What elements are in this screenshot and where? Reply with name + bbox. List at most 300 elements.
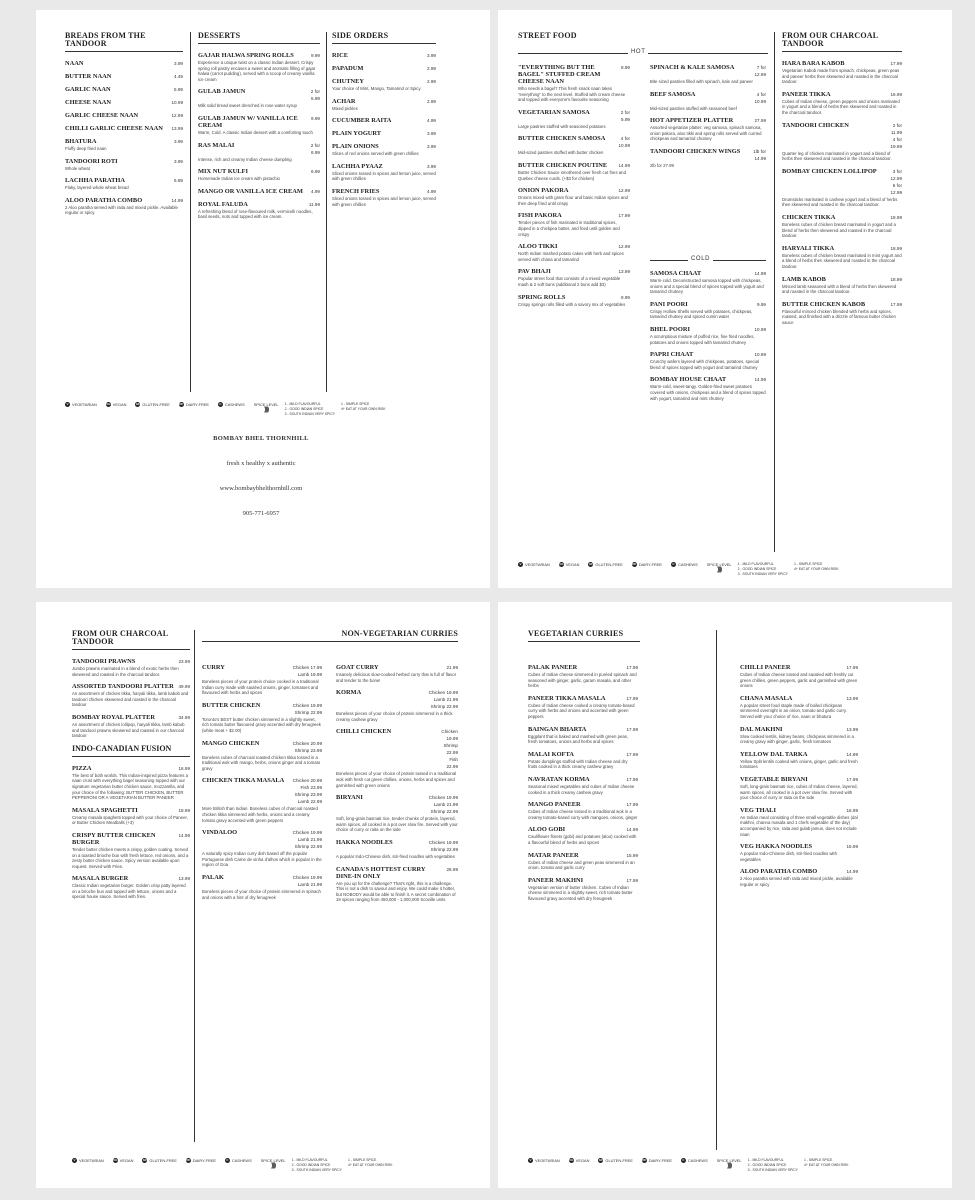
menu-item-description: Cubes of Indian cheese, green peppers and onions marinated in yogurt and a blend of herbs then skewered and roasted in the charcoal tandoor.: [782, 98, 900, 115]
menu-item-price: 17.99: [846, 776, 858, 782]
spice-level-entry: 1 - MILD FLAVOURFUL: [747, 1158, 784, 1162]
menu-item-name: BIRYANI: [336, 794, 363, 802]
menu-item-price: 21.99: [446, 665, 458, 670]
menu-item-name: CHEESE NAAN: [65, 99, 111, 106]
menu-item-row: [72, 832, 190, 846]
menu-item-name: ALOO GOBI: [528, 826, 566, 834]
menu-item: [198, 142, 320, 163]
menu-item-name: HOT APPETIZER PLATTER: [650, 117, 734, 125]
menu-item-row: [336, 728, 458, 770]
column-divider: [716, 630, 717, 1150]
menu-item-price: 18.99: [890, 214, 902, 220]
menu-item-description: Slow cooked lentils, kidney beans, chickpeas simmered in a creamy gravy with ginger, garlic, fresh tomatoes: [740, 733, 854, 745]
menu-item-row: [650, 376, 766, 383]
menu-item-price: 17.99: [626, 665, 638, 670]
menu-item-row: [332, 117, 436, 124]
menu-item-name: FISH PAKORA: [518, 212, 562, 220]
menu-item-description: Boneless pieces of your protein choice cooked in a traditional Indian curry made with sautéed onions, ginger, tomatoes and flavoured with herbs and spices: [202, 679, 319, 696]
menu-item-name: VEG HAKKA NOODLES: [740, 843, 813, 851]
menu-item-price: 8.99: [621, 65, 630, 70]
menu-item-row: [518, 268, 630, 275]
menu-item-price: 14.99: [178, 832, 190, 838]
menu-item-price: 4.49: [174, 74, 183, 79]
legend-label: DAIRY-FREE: [638, 562, 663, 567]
spice-level-legend: [254, 402, 386, 416]
menu-item-row: [528, 751, 638, 758]
menu-item-description: Vegetarian version of butter chicken. Cubes of Indian cheese simmered in a slightly sweet, rich tomato butter flavoured gravy accented with dry fenugreek: [528, 884, 633, 901]
menu-item: [518, 162, 630, 181]
chilli-icon: )))): [264, 407, 269, 413]
menu-item-row: [332, 130, 436, 137]
menu-item: [650, 91, 766, 112]
menu-item: [198, 52, 320, 82]
menu-item-price: 2 for 11.99 4 for 19.99: [890, 122, 902, 149]
menu-item-description: The best of both worlds. This Indian-inspired pizza features a naan crust with everything bagel seasoning topped with our signature vegetarian butter chicken sauce, mozzarella, and your choice of the following: BUTTER CHICKEN, BUTTER PEPPERONI OR A VEGETARIAN BUTTER PANEER: [72, 772, 188, 801]
menu-item-description: Tender butter chicken meets a crispy, golden coating. Served on a toasted brioche bun with fresh lettuce, red onions, and a zesty butter chicken sauce. Spicy version available upon request. Served with Fries.: [72, 846, 189, 869]
menu-item-price: Chicken 20.99 Shrimp 23.99: [292, 740, 322, 753]
menu-item-row: [650, 148, 766, 162]
menu-item: [782, 168, 902, 208]
street-food-list-1: [518, 64, 630, 307]
menu-item-row: [65, 177, 183, 184]
menu-item-price: 13.99: [846, 695, 858, 701]
menu-item-price: 2.99: [427, 66, 436, 71]
menu-item-name: BOMBAY HOUSE CHAAT: [650, 376, 727, 384]
nonveg-title: NON-VEGETARIAN CURRIES: [202, 630, 458, 642]
nonveg-list-1: [202, 664, 322, 900]
dairy-free-icon: DF: [186, 1158, 191, 1162]
legend-label: CASHEWS: [678, 562, 698, 567]
menu-item: [332, 130, 436, 137]
menu-item: [65, 158, 183, 172]
menu-item-name: NAVRATAN KORMA: [528, 775, 590, 783]
vegetarian-icon: V: [66, 402, 69, 406]
menu-item: [650, 148, 766, 169]
menu-item: [72, 832, 190, 869]
menu-item-row: [528, 664, 638, 671]
menu-item: [65, 86, 183, 93]
menu-item-name: PLAIN ONIONS: [332, 143, 379, 151]
spice-level-entry: 3 - SOUTH INDIAN VERY SPICY: [737, 572, 788, 576]
menu-item-description: Toronto's BEST butter chicken simmered in a slightly sweet, rich tomato butter flavoured gravy accented with dry fenugreek (white meat + $2.00): [202, 716, 321, 733]
spice-level-legend: [261, 1158, 393, 1172]
menu-page-veg-curries: [498, 602, 952, 1188]
menu-item-price: 14.99: [754, 271, 766, 276]
menu-item-name: MANGO PANEER: [528, 801, 581, 809]
fusion-list: [72, 765, 190, 900]
gluten-free-icon: GF: [135, 402, 140, 406]
menu-item-name: BUTTER CHICKEN: [202, 701, 261, 709]
menu-item-row: [72, 683, 190, 690]
menu-item: [65, 99, 183, 106]
menu-item-name: RICE: [332, 52, 348, 59]
menu-item-name: HAKKA NOODLES: [336, 838, 393, 846]
menu-item-row: [332, 52, 436, 59]
menu-item-description: North Indian mashed potato cakes with herb and spices served with chana and tamarind: [518, 251, 624, 262]
menu-item-price: 14.99: [626, 827, 638, 833]
menu-item-price: 13.99: [178, 876, 190, 882]
charcoal-tandoor-column: [782, 32, 902, 331]
menu-item-price: 26.99: [446, 866, 458, 872]
menu-item-row: [65, 86, 183, 93]
menu-item: [518, 135, 630, 156]
menu-item-row: [198, 142, 320, 156]
menu-item-description: Intense, rich and creamy Indian cheese dumpling: [198, 156, 292, 162]
spice-level-entry: 3 - SOUTH INDIAN VERY SPICY: [291, 1168, 342, 1172]
menu-item-row: [202, 740, 322, 754]
menu-item-description: Flaky, layered whole wheat bread: [65, 185, 129, 191]
menu-item-row: [782, 91, 902, 98]
menu-item-price: 10.99: [754, 326, 766, 332]
legend-label: CASHEWS: [688, 1158, 708, 1163]
menu-item-row: [650, 326, 766, 333]
legend-label: CASHEWS: [225, 402, 245, 407]
menu-item-row: [740, 695, 858, 702]
menu-item: [65, 60, 183, 67]
menu-item-description: Flavourful minced chicken blended with herbs and spices, roasted, and finished with a drizzle of famous butter chicken sauce: [782, 308, 896, 325]
menu-item: [528, 726, 638, 745]
menu-item-name: PAV BHAJI: [518, 268, 551, 276]
menu-item: [650, 64, 766, 85]
menu-item-name: HARYALI TIKKA: [782, 244, 835, 252]
menu-item-row: [782, 168, 902, 196]
menu-item-price: 2 for 5.99: [310, 89, 320, 102]
menu-item-price: 3.99: [174, 61, 183, 66]
spice-level-entry: 1 - MILD FLAVOURFUL: [284, 402, 321, 406]
menu-item: [332, 52, 436, 59]
menu-item-description: Crunchy wafers layered with chickpeas, potatoes, special blend of spices topped with yogurt and tamarind chutney: [650, 359, 759, 370]
menu-item-name: ALOO TIKKI: [518, 243, 558, 251]
menu-item-row: [518, 243, 630, 250]
spice-level-entry: 4+ EAT AT YOUR OWN RISK: [347, 1163, 393, 1167]
spice-level-entry: 2 - GOOD INDIAN SPICE: [291, 1163, 331, 1167]
menu-item: [202, 777, 322, 823]
spice-level-list: [341, 402, 386, 411]
cashew-icon: C: [226, 1158, 229, 1162]
menu-item-row: [528, 695, 638, 702]
menu-item: [650, 117, 766, 142]
menu-item-row: [528, 826, 638, 833]
menu-item-name: TANDOORI CHICKEN WINGS: [650, 147, 741, 155]
menu-item-name: PLAIN YOGURT: [332, 130, 382, 138]
menu-item-description: Are you up for the challenge? That's right, this is a challenge. This is not a dish to savour and enjoy. We could make it hotter, but NOBODY would be able to finish it. A secret combination of 19 spices ranging from 450,000 - 1,000,000 Scoville units: [336, 880, 456, 903]
menu-item-name: YELLOW DAL TARKA: [740, 750, 808, 758]
dietary-legend: [72, 1158, 393, 1172]
menu-item-description: Sliced onions tossed in spices and lemon juice, served with green chillies: [332, 195, 436, 207]
spice-level-legend: [707, 562, 839, 576]
dairy-free-icon: DF: [179, 402, 184, 406]
legend-item: [588, 562, 622, 567]
menu-item-price: 6.99: [174, 178, 183, 184]
cashew-icon: C: [672, 562, 675, 566]
legend-item: [65, 402, 97, 407]
menu-item-description: Boneless cubes of chicken breast marinated in yogurt and a blend of herbs then skewered and roasted in the charcoal tandoor.: [782, 221, 896, 239]
menu-item-price: 4.99: [427, 118, 436, 124]
menu-page-breads-desserts-sides: [36, 10, 490, 588]
legend-item: [186, 1158, 216, 1163]
menu-item-description: Experience a unique twist on a classic Indian dessert. Crispy spring roll pastry encases a sweet and aromatic filling of gajar halwa (carrot pudding), served with a scoop of creamy vanilla ice cream: [198, 60, 316, 82]
menu-item: [65, 177, 183, 191]
menu-item: [518, 212, 630, 237]
menu-item-row: [72, 765, 190, 772]
menu-item: [782, 60, 902, 85]
menu-item: [782, 122, 902, 162]
menu-item: [72, 765, 190, 801]
menu-item: [198, 115, 320, 136]
menu-item-description: Warm-cold. Deconstructed samosa topped with chickpeas, onions and a special blend of spices topped with yogurt and tamarind chutney: [650, 278, 764, 295]
menu-item-name: MIX NUT KULFI: [198, 168, 248, 176]
cold-label: COLD: [688, 256, 713, 262]
restaurant-name: BOMBAY BHEL THORNHILL: [213, 435, 309, 442]
dietary-legend: [528, 1158, 849, 1172]
menu-item-name: PANI POORI: [650, 300, 688, 308]
menu-item-description: A popular Indo-Chinese dish, stir-fried noodles with vegetables: [740, 851, 837, 862]
menu-item: [518, 187, 630, 206]
legend-item: [179, 402, 209, 407]
menu-item-name: GULAB JAMUN: [198, 88, 246, 96]
menu-item-description: Warm, Cold. A classic Indian dessert with a comforting touch: [198, 129, 313, 135]
menu-item-row: [65, 99, 183, 106]
menu-item-price: 1lb for 14.99: [753, 148, 766, 161]
menu-item-name: CANADA'S HOTTEST CURRY DINE-IN ONLY: [336, 865, 426, 880]
menu-item: [650, 376, 766, 401]
menu-item: [72, 658, 190, 677]
menu-item-description: Soft, long-grain basmati rice, cubes of Indian cheese, layered, warm spices, all cooked in a pot over slow fire. Served with your choice of curry or raita on the side: [740, 783, 858, 801]
menu-item-name: VINDALOO: [202, 829, 238, 837]
menu-item-row: [528, 776, 638, 783]
charcoal-tandoor-list: [782, 60, 902, 325]
veg-header: [528, 630, 640, 650]
menu-item-price: 2 for 6.99: [310, 142, 320, 155]
menu-item-name: HARA BARA KABOB: [782, 60, 845, 67]
menu-item-description: Cauliflower florets (gobi) and potatoes (aloo) cooked with a flavourful blend of herbs and spices: [528, 834, 637, 845]
menu-item-price: 3.99: [427, 131, 436, 137]
vegan-icon: VG: [113, 1158, 118, 1162]
dairy-free-icon: DF: [642, 1158, 647, 1162]
menu-item-description: Assorted vegetarian platter: veg samosa, spinach samosa, onion pakora, aloo tikki and spring rolls served with curried chickpeas and tamarind chutney: [650, 125, 762, 142]
menu-item-row: [650, 91, 766, 105]
menu-item-row: [740, 776, 858, 783]
gluten-free-icon: GF: [588, 562, 593, 566]
menu-item-description: Boneless pieces of your choice of protein simmered in spinach and onions with a hint of dry fenugreek: [202, 888, 321, 900]
menu-item-price: 14.99: [846, 751, 858, 757]
menu-item-price: 12.99: [618, 188, 630, 194]
menu-item: [198, 201, 320, 220]
menu-item-description: 2lb for 27.99: [650, 162, 674, 168]
menu-item: [332, 117, 436, 124]
menu-item-price: 3.99: [427, 53, 436, 58]
menu-item-description: Cubes of Indian cheese cooked a creamy tomato-based curry with herbs and onions and accented with green peppers: [528, 702, 635, 719]
spice-level-label: [254, 402, 279, 413]
menu-item: [518, 243, 630, 262]
spice-level-list: [748, 1158, 798, 1172]
menu-item-name: ROYAL FALUDA: [198, 200, 248, 208]
spice-level-legend: [717, 1158, 849, 1172]
menu-item-price: 14.99: [618, 162, 630, 168]
menu-item-price: Chicken 20.99 Fish 23.99 Shrimp 23.99 Lamb 22.99: [292, 778, 322, 805]
menu-item-description: Minced lamb seasoned with a blend of herbs then skewered and roasted in the charcoal tandoor.: [782, 283, 897, 295]
menu-item-row: [202, 664, 322, 678]
menu-item-row: [72, 658, 190, 665]
veg-column-2: [740, 664, 858, 893]
menu-item-price: 17.99: [890, 61, 902, 66]
menu-item: [332, 65, 436, 72]
menu-item: [202, 740, 322, 772]
menu-item-name: PANEER TIKKA: [782, 90, 831, 98]
column-divider: [326, 32, 327, 392]
spice-level-entry: 4+ EAT AT YOUR OWN RISK: [340, 407, 386, 411]
desserts-title: DESSERTS: [198, 32, 320, 44]
menu-item-description: Cubes of Indian cheese and green peas simmered in an onion, tomato and garlic curry: [528, 859, 635, 871]
legend-item: [632, 562, 662, 567]
spice-level-entry: 2 - GOOD INDIAN SPICE: [284, 407, 324, 411]
menu-item-row: [782, 301, 902, 308]
menu-item-name: GARLIC CHEESE NAAN: [65, 112, 139, 119]
menu-item-row: [782, 276, 902, 283]
menu-item: [72, 714, 190, 739]
menu-item-description: Boneless cubes of chicken breast marinated in mint yogurt and a blend of herbs then skewered and roasted in the charcoal tandoor.: [782, 252, 902, 269]
menu-item-name: CHILLI CHICKEN: [336, 728, 392, 736]
menu-item-row: [336, 794, 458, 815]
menu-item-description: 2 Aloo paratha served with raita and mixed pickle. Available regular or spicy.: [65, 204, 178, 216]
legend-item: [225, 1158, 252, 1163]
menu-item-description: 2 Aloo paratha served with raita and mixed pickle, available regular or spicy: [740, 876, 853, 887]
menu-item-description: Popular street food that consists of a mixed vegetable mash & 2 soft buns (additional 2 buns add $3): [518, 276, 621, 287]
sides-title: SIDE ORDERS: [332, 32, 436, 44]
spice-level-entry: 3 - SOUTH INDIAN VERY SPICY: [747, 1168, 798, 1172]
menu-item-name: PANEER TIKKA MASALA: [528, 694, 606, 702]
menu-item-row: [65, 138, 183, 145]
menu-item-description: Warm-cold, sweet-tangy. Golden-fried sweet potatoes covered with onions, chickpeas and a blend of spices topped with yogurt, tamarind and mint chutney: [650, 384, 766, 401]
menu-item-price: 3.99: [427, 144, 436, 150]
menu-item-row: [528, 726, 638, 733]
menu-item-row: [782, 122, 902, 150]
menu-item-description: Cubes of Indian cheese tossed and sautéed with freshly cut green chillies, green peppers, garlic and garnished with green onions: [740, 672, 858, 689]
restaurant-tagline: fresh x healthy x authentic: [226, 460, 296, 467]
menu-item-description: Insanely delicious slow-cooked herbed curry that is full of flavor and tender to the bone!: [336, 672, 457, 683]
menu-item-name: DAL MAKHNI: [740, 725, 783, 733]
menu-item-description: Jumbo prawns marinated in a blend of exotic herbs then skewered and roasted in the charcoal tandoor.: [72, 666, 179, 677]
menu-item-name: GARLIC NAAN: [65, 86, 111, 93]
menu-item-row: [65, 60, 183, 67]
menu-item: [518, 109, 630, 130]
restaurant-website[interactable]: www.bombaybhelthornhill.com: [219, 485, 303, 492]
menu-item: [65, 125, 183, 132]
legend-label: VEGAN: [119, 1158, 134, 1163]
menu-item-row: [198, 168, 320, 175]
menu-item: [336, 689, 458, 722]
legend-item: [113, 1158, 134, 1163]
spice-level-title: SPICE LEVEL: [260, 1158, 286, 1163]
charcoal-tandoor-title: FROM OUR CHARCOAL TANDOOR: [72, 630, 190, 650]
menu-item-price: 3.99: [427, 163, 436, 169]
menu-item-price: 49.99: [178, 684, 190, 690]
menu-item: [782, 91, 902, 116]
menu-item-row: [65, 112, 183, 119]
menu-item-description: Creamy masala spaghetti topped with your choice of Paneer, or Butter Chicken Meatballs (+3): [72, 814, 188, 826]
spice-level-label: [261, 1158, 286, 1169]
menu-item-price: 3.99: [174, 139, 183, 144]
menu-item-price: 18.99: [890, 245, 902, 251]
legend-item: [642, 1158, 672, 1163]
menu-item: [65, 197, 183, 216]
menu-item-description: Who needs a bagel? This fresh snack naan takes "everything" to the next level. Stuffed with cream cheese and topped with everyone's favourite seasoning: [518, 86, 626, 103]
menu-item: [528, 801, 638, 820]
chilli-icon: )))): [727, 1163, 732, 1169]
menu-item-row: [650, 351, 766, 358]
legend-label: CASHEWS: [232, 1158, 252, 1163]
dietary-legend: [65, 402, 386, 416]
menu-item-name: VEGETABLE BIRYANI: [740, 775, 808, 783]
menu-item-name: MASALA BURGER: [72, 875, 129, 883]
nonveg-list-2: [336, 664, 458, 903]
charcoal-tandoor-list: [72, 658, 190, 739]
menu-item-price: 3.99: [174, 158, 183, 164]
menu-item-price: 13.99: [618, 269, 630, 275]
menu-item-name: CHILLI GARLIC CHEESE NAAN: [65, 125, 163, 132]
menu-item-description: More British than Indian. Boneless cubes of charcoal roasted chicken tikka simmered with herbs, onions and a creamy tomato gravy accented with green peppers: [202, 806, 318, 823]
menu-item: [336, 866, 458, 903]
menu-item-row: [528, 877, 638, 884]
spice-level-title: SPICE LEVEL: [716, 1158, 742, 1163]
menu-item-description: Butter Chicken Sauce smothered over fresh cut fries and Quebec cheese curds. (+$3 for chicken): [518, 169, 626, 181]
menu-item-row: [518, 294, 630, 301]
menu-item: [528, 826, 638, 845]
menu-item: [202, 874, 322, 900]
legend-item: [72, 1158, 104, 1163]
menu-item-price: 10.99: [754, 352, 766, 358]
vegan-icon: VG: [569, 1158, 574, 1162]
menu-item-description: Your choice of Mint, Mango, Tamarind or Spicy: [332, 86, 421, 91]
legend-label: DAIRY-FREE: [192, 1158, 217, 1163]
menu-item-row: [740, 751, 858, 758]
nonveg-header: [202, 630, 458, 650]
menu-item-description: Whole wheat: [65, 165, 90, 171]
legend-item: [681, 1158, 708, 1163]
charcoal-tandoor-title: FROM OUR CHARCOAL TANDOOR: [782, 32, 902, 52]
menu-item-row: [72, 875, 190, 882]
menu-item-description: Crispy Hollow Shells served with potatoes, chickpeas, tamarind chutney and spiced cumin water: [650, 308, 753, 320]
menu-item-description: Milk solid bread sweet drenched in rose water syrup: [198, 103, 297, 109]
menu-item: [518, 64, 630, 103]
menu-item-price: 7 for 12.99: [754, 65, 766, 77]
street-food-title: STREET FOOD: [518, 31, 577, 40]
legend-item: [518, 562, 550, 567]
menu-item-description: Onions mixed with gram flour and basic Indian spices and then deep fried until crispy: [518, 195, 628, 206]
menu-item-description: An assortment of chicken tikka, haryali tikka, lamb kabob and tandoori chicken skewered and roasted in the charcoal tandoor: [72, 691, 189, 708]
menu-item-row: [740, 843, 858, 850]
menu-item-price: 12.99: [618, 244, 630, 250]
legend-item: [142, 1158, 176, 1163]
menu-item-row: [740, 868, 858, 875]
menu-item: [528, 695, 638, 720]
menu-item-price: 15.99: [626, 852, 638, 858]
gluten-free-icon: GF: [142, 1158, 147, 1162]
menu-item-description: Boneless pieces of your choice of protein simmered in a thick creamy cashew gravy: [336, 711, 453, 722]
spice-level-entry: 1 - SIMPLE SPICE: [340, 402, 370, 406]
menu-item-price: 23.99: [178, 659, 190, 664]
menu-item-row: [740, 807, 858, 814]
menu-item-description: An assortment of chicken lollipop, haryali tikka, lamb kabob and tandoori prawns skewered and roasted in our charcoal tandoor: [72, 721, 185, 739]
street-food-hot-list: [650, 64, 766, 169]
menu-item-description: Eggplant that is baked and mashed with green peas, fresh tomatoes, onions and herbs and spices: [528, 733, 629, 745]
menu-item-row: [65, 197, 183, 204]
menu-item-name: TANDOORI ROTI: [65, 157, 118, 165]
menu-item-name: ASSORTED TANDOORI PLATTER: [72, 683, 174, 691]
menu-item-row: [518, 109, 630, 123]
column-divider: [190, 32, 191, 392]
menu-item-price: 6.99: [311, 169, 320, 175]
